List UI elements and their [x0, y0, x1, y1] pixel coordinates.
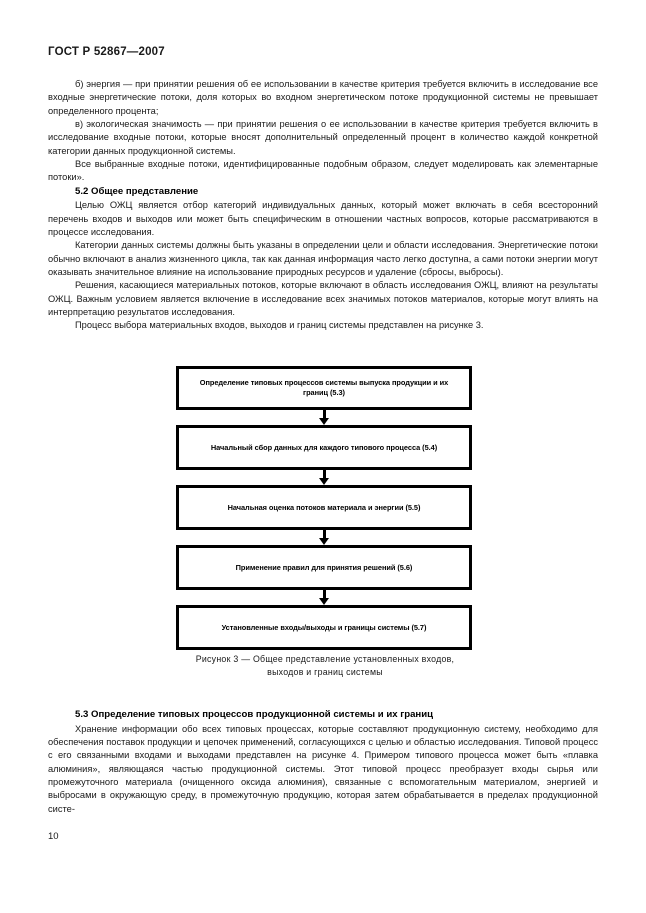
arrow-down-icon	[319, 478, 329, 485]
arrow-down-icon	[319, 598, 329, 605]
paragraph-5-2-data-categories: Категории данных системы должны быть указаны в определении цели и области исследования. Энергетические потоки обычно включают в анализ жизненного цикла, так как данная информация часто легко доступна, а сами потоки энергии могут оказывать значительное влияние на использование природных ресурсов и удаление (сбросы, выбросы).	[48, 240, 598, 277]
flow-box-2	[176, 425, 472, 470]
flow-box-4	[176, 545, 472, 590]
heading-5-3: 5.3 Определение типовых процессов продукционной системы и их границ	[75, 709, 434, 720]
paragraph-ecological-significance: в) экологическая значимость — при принятии решения о ее использовании в качестве критерия требуется включить в исследование входные потоки, которые вносят дополнительный определенный процент в количество каждой конкретной категории данных продукционной системы.	[48, 119, 598, 156]
paragraph-5-2-selection-process: Процесс выбора материальных входов, выходов и границ системы представлен на рисунке 3.	[75, 320, 484, 331]
flow-box-5-label: Установленные входы/выходы и границы системы (5.7)	[221, 622, 427, 632]
flow-box-2-label: Начальный сбор данных для каждого типового процесса (5.4)	[210, 442, 438, 452]
paragraph-5-2-purpose: Целью ОЖЦ является отбор категорий индивидуальных данных, который может включать в себя всесторонний перечень входов и выходов или может быть специфическим в отношении частных вопросов, которые рассматриваются в процессе исследования.	[48, 200, 598, 237]
arrow-3-to-4	[176, 530, 472, 545]
flow-box-3	[176, 485, 472, 530]
page-number: 10	[48, 831, 59, 842]
paragraph-elementary-flows: Все выбранные входные потоки, идентифицированные подобным образом, следует моделировать как элементарные потоки».	[48, 159, 598, 183]
arrow-1-to-2	[176, 410, 472, 425]
arrow-2-to-3	[176, 470, 472, 485]
flow-box-1	[176, 366, 472, 410]
standard-header: ГОСТ Р 52867—2007	[48, 46, 165, 58]
arrow-down-icon	[319, 418, 329, 425]
lower-content-block	[48, 708, 598, 816]
flow-box-3-label: Начальная оценка потоков материала и энергии (5.5)	[227, 502, 421, 512]
flow-box-1-label: Определение типовых процессов системы выпуска продукции и их границ (5.3)	[199, 378, 449, 397]
figure-3-flowchart	[176, 366, 472, 650]
arrow-4-to-5	[176, 590, 472, 605]
figure-3-caption	[100, 653, 550, 678]
figure-caption-line-2: выходов и границ системы	[267, 666, 383, 677]
paragraph-energy: б) энергия — при принятии решения об ее использовании в качестве критерия требуется включить в исследование все входные энергетические потоки, доля которых во входном энергетическом потоке продукционной системы не превышает определенного процента;	[48, 79, 598, 116]
heading-5-2: 5.2 Общее представление	[75, 185, 199, 197]
paragraph-5-2-material-flows: Решения, касающиеся материальных потоков, которые включают в область исследования ОЖЦ, влияют на результаты ОЖЦ. Важным условием является включение в исследование всех значимых потоков материалов, которые могут влиять на интерпретацию результатов исследования.	[48, 280, 598, 317]
flow-box-5	[176, 605, 472, 650]
figure-caption-line-1: Рисунок 3 — Общее представление установленных входов,	[195, 654, 455, 664]
paragraph-5-3-unit-processes: Хранение информации обо всех типовых процессах, которые составляют продукционную систему, необходимо для обеспечения поставок продукции и цепочек применений, согласующихся с целью и областью исследования. Типовой процесс с его связанными входами и выходами представлен на рисунке 4. Примером типового процесса может быть «плавка алюминия», являющаяся частью продукционной системы. Этот типовой процесс преобразует входы сырья или промежуточного материала (очищенного оксида алюминия), связанные с вспомогательным материалом, энергией и выбросами в окружающую среду, в промежуточную продукцию, которая затем обрабатывается в пределах продукционной систе-	[48, 723, 598, 814]
flow-box-4-label: Применение правил для принятия решений (5.6)	[235, 562, 413, 572]
upper-content-block	[48, 78, 598, 333]
arrow-down-icon	[319, 538, 329, 545]
